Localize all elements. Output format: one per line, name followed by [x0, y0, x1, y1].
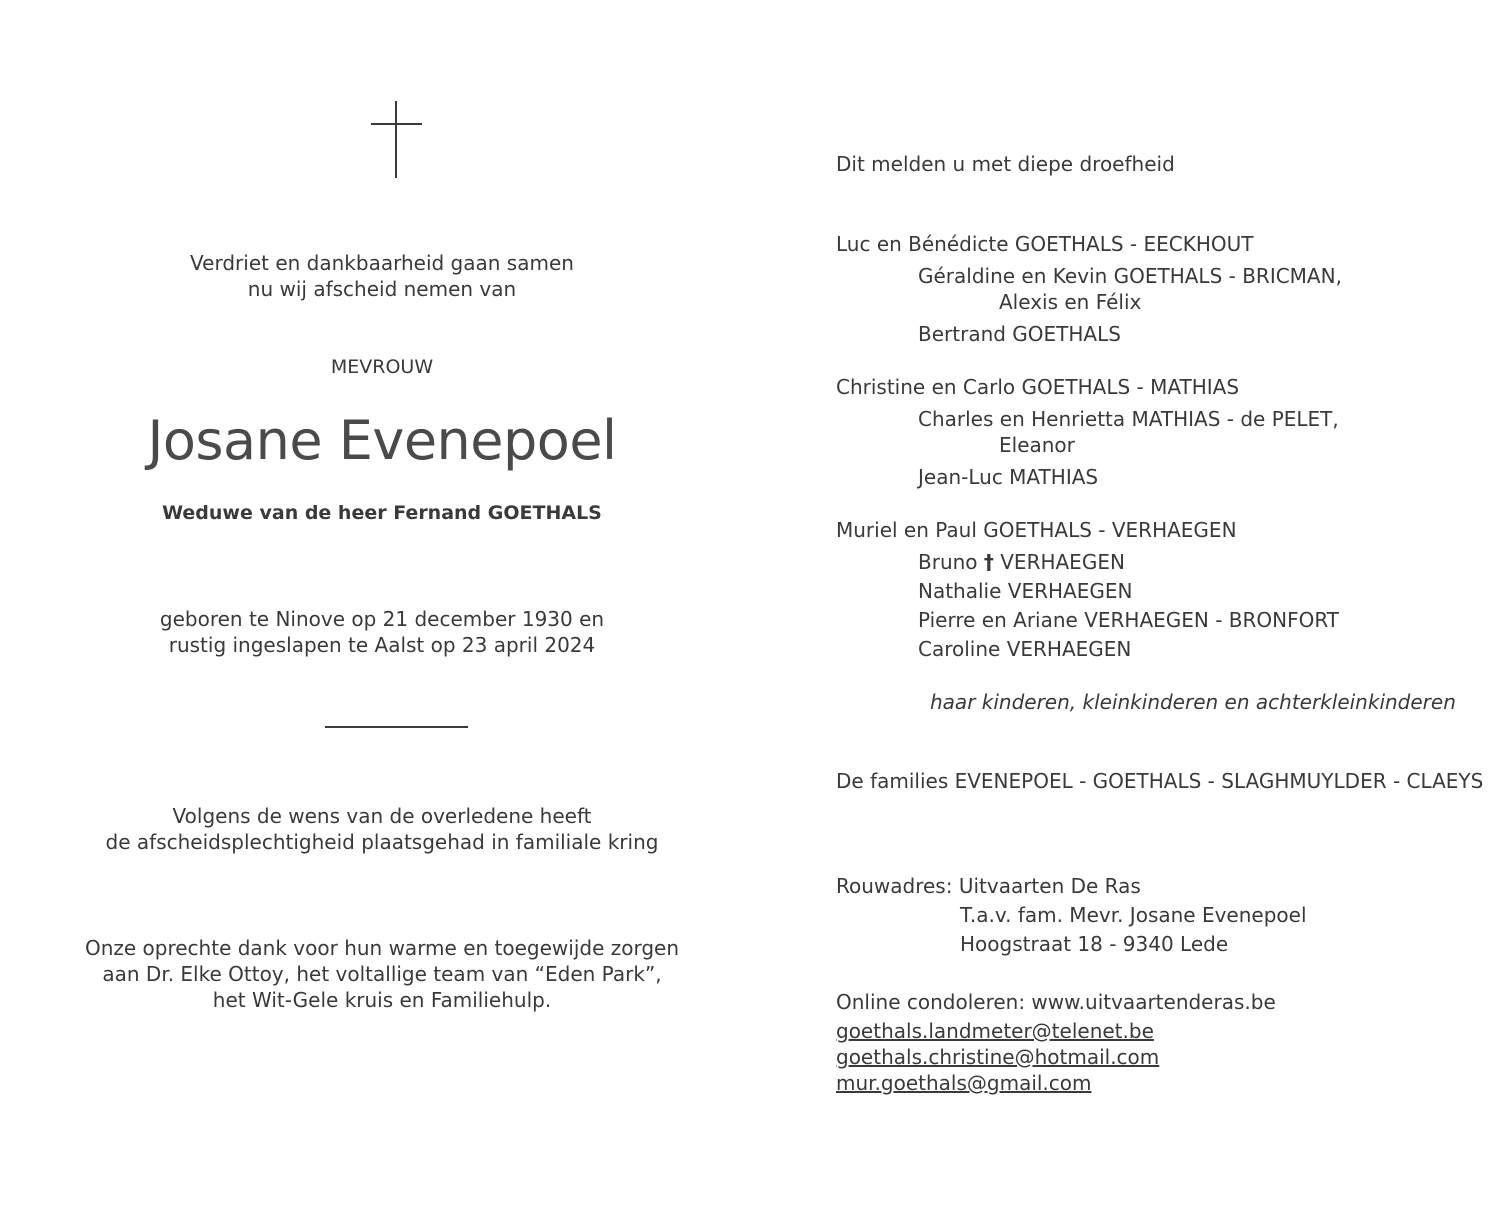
intro-line-1: Verdriet en dankbaarheid gaan samen: [190, 251, 574, 275]
online-condolence: Online condoleren: www.uitvaartenderas.be: [836, 990, 1276, 1014]
cross-icon-vertical: [395, 101, 397, 178]
family3-child3: Pierre en Ariane VERHAEGEN - BRONFORT: [918, 608, 1340, 632]
family1-child1: Géraldine en Kevin GOETHALS - BRICMAN,: [918, 264, 1342, 288]
address-line-2: Hoogstraat 18 - 9340 Lede: [960, 932, 1229, 956]
family3-child1: [918, 549, 1125, 575]
family2-child2: Jean-Luc MATHIAS: [918, 465, 1099, 489]
family2-parents: Christine en Carlo GOETHALS - MATHIAS: [836, 375, 1240, 399]
families-line: De families EVENEPOEL - GOETHALS - SLAGHMUYLDER - CLAEYS: [836, 769, 1484, 793]
email-link-2[interactable]: goethals.christine@hotmail.com: [836, 1045, 1160, 1069]
family3-child1-first: Bruno: [918, 550, 978, 574]
widow-of: Weduwe van de heer Fernand GOETHALS: [162, 502, 602, 524]
divider-line: [325, 726, 468, 728]
address-label: Rouwadres: Uitvaarten De Ras: [836, 874, 1141, 898]
thanks-line-2: aan Dr. Elke Ottoy, het voltallige team van “Eden Park”,: [102, 962, 662, 986]
deceased-name: Josane Evenepoel: [147, 409, 617, 472]
dagger-icon: †: [983, 550, 994, 574]
family1-parents: Luc en Bénédicte GOETHALS - EECKHOUT: [836, 232, 1254, 256]
family3-child4: Caroline VERHAEGEN: [918, 637, 1132, 661]
died-line: rustig ingeslapen te Aalst op 23 april 2024: [168, 633, 596, 657]
family3-child1-last: VERHAEGEN: [1000, 550, 1125, 574]
family2-grandchildren: Eleanor: [999, 433, 1075, 457]
family1-child2: Bertrand GOETHALS: [918, 322, 1121, 346]
intro-line-2: nu wij afscheid nemen van: [247, 277, 517, 301]
email-link-3[interactable]: mur.goethals@gmail.com: [836, 1071, 1092, 1095]
address-line-1: T.a.v. fam. Mevr. Josane Evenepoel: [960, 903, 1307, 927]
announcement: Dit melden u met diepe droefheid: [836, 152, 1175, 176]
wish-line-1: Volgens de wens van de overledene heeft: [172, 804, 592, 828]
thanks-line-1: Onze oprechte dank voor hun warme en toegewijde zorgen: [84, 936, 680, 960]
email-link-1[interactable]: goethals.landmeter@telenet.be: [836, 1019, 1154, 1043]
salutation: MEVROUW: [330, 356, 434, 378]
family3-parents: Muriel en Paul GOETHALS - VERHAEGEN: [836, 518, 1237, 542]
family3-child2: Nathalie VERHAEGEN: [918, 579, 1133, 603]
thanks-line-3: het Wit-Gele kruis en Familiehulp.: [212, 988, 552, 1012]
born-line: geboren te Ninove op 21 december 1930 en: [159, 607, 605, 631]
family2-child1: Charles en Henrietta MATHIAS - de PELET,: [918, 407, 1339, 431]
relation-line: haar kinderen, kleinkinderen en achterkleinkinderen: [930, 690, 1456, 714]
family1-grandchildren: Alexis en Félix: [999, 290, 1142, 314]
cross-icon-horizontal: [371, 123, 422, 125]
wish-line-2: de afscheidsplechtigheid plaatsgehad in familiale kring: [105, 830, 659, 854]
